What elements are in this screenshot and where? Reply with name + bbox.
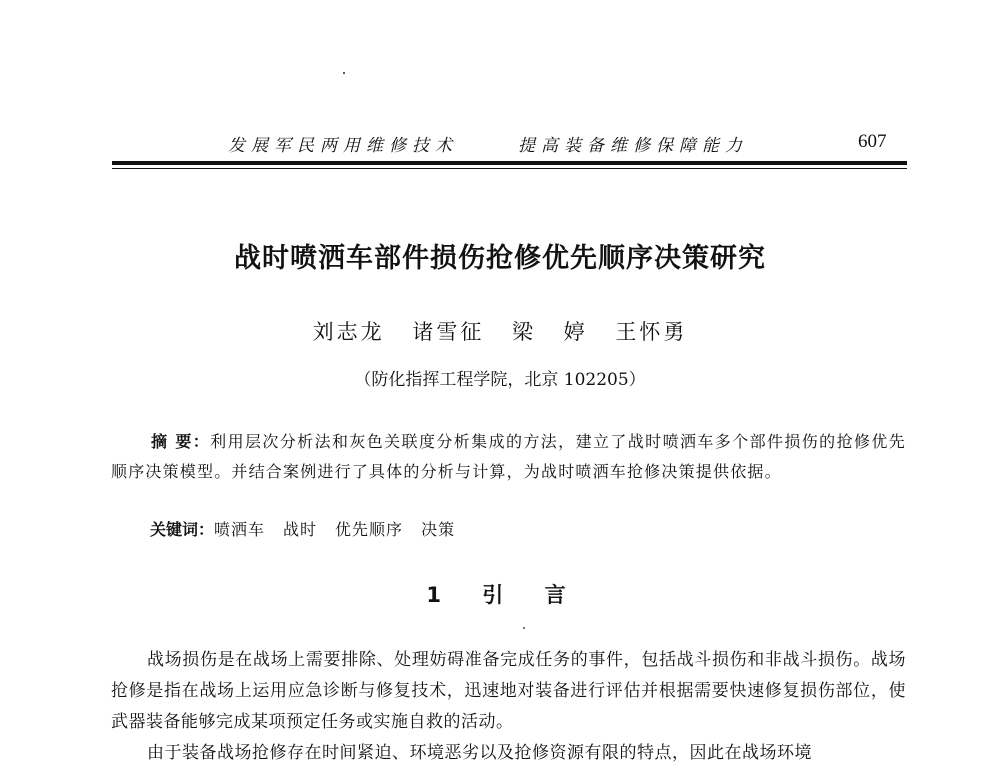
running-header-middle: 提高装备维修保障能力 xyxy=(518,136,748,156)
keyword: 优先顺序 xyxy=(335,520,404,539)
header-rule-thick xyxy=(112,161,907,165)
keywords-label: 关键词： xyxy=(150,520,215,539)
scan-speck xyxy=(523,627,525,629)
paper-title: 战时喷洒车部件损伤抢修优先顺序决策研究 xyxy=(234,243,766,274)
keywords xyxy=(150,517,473,540)
keyword: 战时 xyxy=(283,520,318,539)
keyword: 喷洒车 xyxy=(214,520,266,539)
page-number: 607 xyxy=(858,131,887,152)
affiliation: （防化指挥工程学院，北京 102205） xyxy=(354,370,646,390)
body-paragraph: 战场损伤是在战场上需要排除、处理妨碍准备完成任务的事件，包括战斗损伤和非战斗损伤。战场抢修是指在战场上运用应急诊断与修复技术，迅速地对装备进行评估并根据需要快速修复损伤部位，使武器装备能够完成某项预定任务或实施自救的活动。 xyxy=(111,650,906,732)
abstract-text: 利用层次分析法和灰色关联度分析集成的方法，建立了战时喷洒车多个部件损伤的抢修优先顺序决策模型。并结合案例进行了具体的分析与计算，为战时喷洒车抢修决策提供依据。 xyxy=(111,432,906,481)
scan-speck xyxy=(343,72,345,74)
section-heading: 1 引 言 xyxy=(426,583,574,607)
abstract-label: 摘 要： xyxy=(151,432,211,451)
abstract xyxy=(111,427,906,487)
keyword: 决策 xyxy=(421,520,456,539)
header-rule-thin xyxy=(112,168,907,169)
author-list: 刘志龙 诸雪征 梁 婷 王怀勇 xyxy=(312,320,688,344)
running-header-left: 发展军民两用维修技术 xyxy=(228,136,458,156)
body-paragraph: 由于装备战场抢修存在时间紧迫、环境恶劣以及抢修资源有限的特点，因此在战场环境 xyxy=(147,743,812,763)
